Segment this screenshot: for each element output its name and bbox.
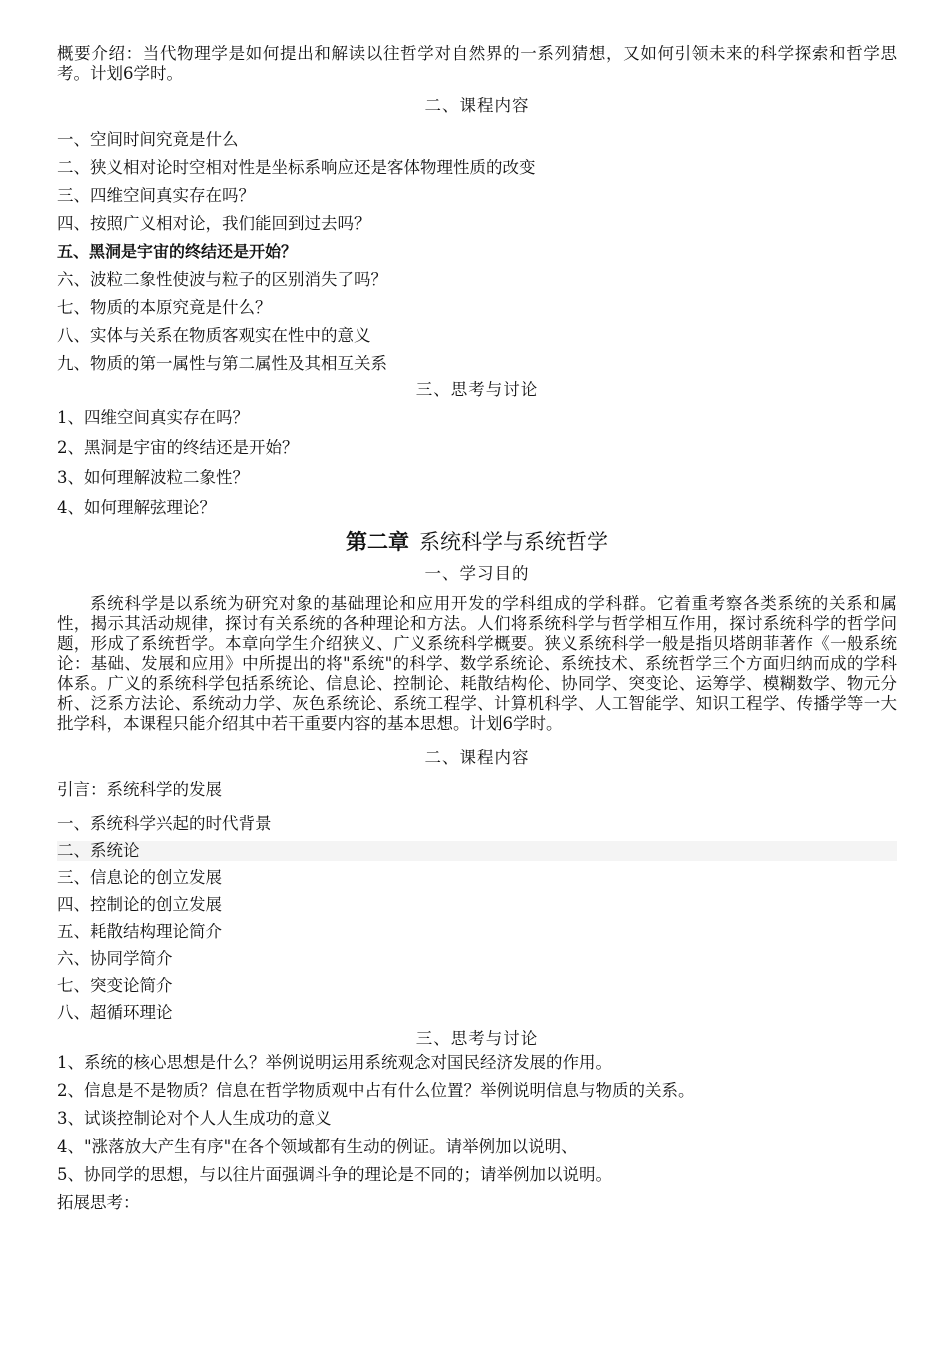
course-content-list (57, 814, 897, 1023)
section-heading-discussion: 三、思考与讨论 (415, 1029, 539, 1048)
section-heading-learning-goal: 一、学习目的 (424, 564, 530, 583)
discussion-list (57, 1053, 897, 1213)
list-item: 五、黑洞是宇宙的终结还是开始？ (57, 242, 298, 261)
list-item: 四、按照广义相对论，我们能回到过去吗？ (57, 214, 371, 233)
discussion-list (57, 408, 897, 518)
list-item: 八、超循环理论 (57, 1003, 173, 1022)
list-item: 2、信息是不是物质？信息在哲学物质观中占有什么位置？举例说明信息与物质的关系。 (57, 1081, 695, 1100)
list-item: 二、系统论 (57, 841, 897, 861)
list-item: 1、四维空间真实存在吗？ (57, 408, 249, 427)
preface-line: 引言：系统科学的发展 (57, 780, 222, 799)
list-item: 2、黑洞是宇宙的终结还是开始？ (57, 438, 299, 457)
chapter-number: 第二章 (346, 530, 409, 554)
section-heading-course-content: 二、课程内容 (424, 96, 530, 115)
course-content-list (57, 130, 897, 374)
list-item: 三、信息论的创立发展 (57, 868, 222, 887)
list-item: 七、突变论简介 (57, 976, 173, 995)
list-item: 4、如何理解弦理论？ (57, 498, 216, 517)
list-item: 三、四维空间真实存在吗？ (57, 186, 255, 205)
list-item: 3、如何理解波粒二象性？ (57, 468, 249, 487)
list-item: 八、实体与关系在物质客观实在性中的意义 (57, 326, 371, 345)
intro-paragraph: 概要介绍：当代物理学是如何提出和解读以往哲学对自然界的一系列猜想，又如何引领未来的科学探索和哲学思考。计划6学时。 (57, 44, 897, 83)
section-heading-course-content: 二、课程内容 (424, 748, 530, 767)
list-item: 九、物质的第一属性与第二属性及其相互关系 (57, 354, 387, 373)
section-heading-discussion: 三、思考与讨论 (415, 380, 539, 399)
list-item: 六、波粒二象性使波与粒子的区别消失了吗？ (57, 270, 387, 289)
list-item: 4、"涨落放大产生有序"在各个领域都有生动的例证。请举例加以说明、 (57, 1137, 578, 1156)
list-item: 七、物质的本原究竟是什么？ (57, 298, 272, 317)
goal-paragraph: 系统科学是以系统为研究对象的基础理论和应用开发的学科组成的学科群。它着重考察各类系统的关系和属性，揭示其活动规律，探讨有关系统的各种理论和方法。人们将系统科学与哲学相互作用，探讨系统科学的哲学问题，形成了系统哲学。本章向学生介绍狭义、广义系统科学概要。狭义系统科学一般是指贝塔朗菲著作《一般系统论：基础、发展和应用》中所提出的将"系统"的科学、数学系统论、系统技术、系统哲学三个方面归纳而成的学科体系。广义的系统科学包括系统论、信息论、控制论、耗散结构伦、协同学、突变论、运筹学、模糊数学、物元分析、泛系方法论、系统动力学、灰色系统论、系统工程学、计算机科学、人工智能学、知识工程学、传播学等一大批学科，本课程只能介绍其中若干重要内容的基本思想。计划6学时。 (57, 594, 897, 733)
chapter-name: 系统科学与系统哲学 (419, 530, 608, 554)
list-item: 3、试谈控制论对个人人生成功的意义 (57, 1109, 332, 1128)
document-page (57, 44, 897, 1213)
chapter-title (57, 528, 897, 556)
list-item: 1、系统的核心思想是什么？举例说明运用系统观念对国民经济发展的作用。 (57, 1053, 612, 1072)
list-item: 二、狭义相对论时空相对性是坐标系响应还是客体物理性质的改变 (57, 158, 536, 177)
list-item: 六、协同学简介 (57, 949, 173, 968)
list-item: 五、耗散结构理论简介 (57, 922, 222, 941)
list-item: 四、控制论的创立发展 (57, 895, 222, 914)
list-item: 一、空间时间究竟是什么 (57, 130, 239, 149)
list-item: 一、系统科学兴起的时代背景 (57, 814, 272, 833)
extension-label: 拓展思考： (57, 1193, 140, 1212)
list-item: 5、协同学的思想，与以往片面强调斗争的理论是不同的；请举例加以说明。 (57, 1165, 612, 1184)
